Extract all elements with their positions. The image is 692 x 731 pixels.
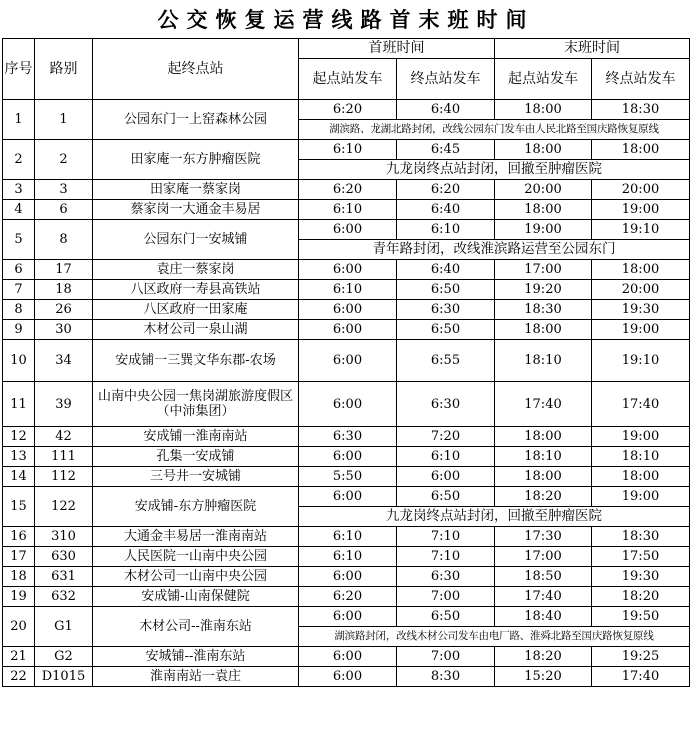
cell-seq: 8 [3,300,35,320]
cell-seq: 17 [3,547,35,567]
cell-time: 6:00 [299,382,397,427]
cell-time: 19:10 [592,220,690,240]
table-row [3,300,690,320]
cell-stations: 田家庵一东方肿瘤医院 [93,140,299,180]
cell-stations: 三号井一安城铺 [93,467,299,487]
cell-time: 19:25 [592,647,690,667]
table-row [3,180,690,200]
cell-note: 青年路封闭，改线淮滨路运营至公园东门 [299,240,690,260]
cell-seq: 11 [3,382,35,427]
header-stations: 起终点站 [93,39,299,100]
cell-time: 6:30 [397,300,495,320]
cell-time: 19:00 [495,220,592,240]
cell-seq: 16 [3,527,35,547]
cell-time: 18:10 [495,340,592,382]
cell-time: 18:50 [495,567,592,587]
table-header [3,39,690,100]
cell-time: 18:30 [592,527,690,547]
cell-time: 6:20 [299,587,397,607]
cell-seq: 21 [3,647,35,667]
cell-time: 6:45 [397,140,495,160]
cell-stations: 淮南南站一袁庄 [93,667,299,687]
cell-time: 18:10 [592,447,690,467]
cell-time: 18:40 [495,607,592,627]
cell-time: 20:00 [592,180,690,200]
header-first-bus: 首班时间 [299,39,495,59]
cell-time: 18:10 [495,447,592,467]
table-row [3,340,690,382]
cell-time: 6:00 [299,220,397,240]
cell-time: 18:20 [495,487,592,507]
cell-time: 6:10 [397,220,495,240]
cell-time: 6:00 [299,647,397,667]
cell-time: 6:50 [397,280,495,300]
cell-stations: 八区政府一田家庵 [93,300,299,320]
header-last-end: 终点站发车 [592,59,690,100]
cell-time: 6:20 [397,180,495,200]
cell-time: 18:00 [592,260,690,280]
table-row [3,447,690,467]
cell-time: 6:10 [299,527,397,547]
cell-route: 42 [35,427,93,447]
table-row [3,280,690,300]
cell-route: 17 [35,260,93,280]
cell-note: 九龙岗终点站封闭，回撤至肿瘤医院 [299,507,690,527]
cell-time: 6:20 [299,180,397,200]
cell-time: 17:30 [495,527,592,547]
cell-route: 18 [35,280,93,300]
cell-time: 18:20 [495,647,592,667]
cell-stations: 大通金丰易居一淮南南站 [93,527,299,547]
cell-seq: 7 [3,280,35,300]
table-row [3,100,690,120]
cell-stations: 木材公司--淮南东站 [93,607,299,647]
cell-time: 17:40 [495,587,592,607]
cell-time: 18:00 [495,467,592,487]
cell-seq: 13 [3,447,35,467]
cell-seq: 9 [3,320,35,340]
cell-time: 18:00 [495,200,592,220]
cell-time: 6:50 [397,607,495,627]
cell-time: 6:00 [299,487,397,507]
table-body [3,100,690,687]
cell-time: 6:20 [299,100,397,120]
cell-time: 19:00 [592,487,690,507]
header-last-bus: 末班时间 [495,39,690,59]
cell-stations: 蔡家岗一大通金丰易居 [93,200,299,220]
table-row [3,647,690,667]
cell-route: 26 [35,300,93,320]
cell-time: 6:10 [299,547,397,567]
cell-seq: 1 [3,100,35,140]
cell-stations: 安成铺一淮南南站 [93,427,299,447]
cell-time: 18:20 [592,587,690,607]
cell-time: 20:00 [495,180,592,200]
header-last-start: 起点站发车 [495,59,592,100]
cell-seq: 5 [3,220,35,260]
table-row [3,320,690,340]
cell-time: 6:00 [299,260,397,280]
cell-time: 6:00 [299,340,397,382]
cell-time: 17:00 [495,260,592,280]
cell-route: 122 [35,487,93,527]
cell-route: G1 [35,607,93,647]
cell-time: 18:00 [495,140,592,160]
header-first-end: 终点站发车 [397,59,495,100]
cell-time: 6:30 [397,382,495,427]
page-title: 公交恢复运营线路首末班时间 [157,7,535,32]
table-row [3,587,690,607]
cell-time: 18:00 [495,427,592,447]
table-row [3,467,690,487]
cell-stations: 木材公司一泉山湖 [93,320,299,340]
cell-route: G2 [35,647,93,667]
cell-time: 15:20 [495,667,592,687]
cell-time: 6:10 [397,447,495,467]
cell-time: 19:10 [592,340,690,382]
cell-time: 6:50 [397,320,495,340]
cell-note: 九龙岗终点站封闭，回撤至肿瘤医院 [299,160,690,180]
cell-time: 6:10 [299,200,397,220]
cell-time: 17:40 [592,382,690,427]
cell-time: 6:50 [397,487,495,507]
cell-time: 19:00 [592,200,690,220]
cell-seq: 2 [3,140,35,180]
cell-time: 6:00 [299,667,397,687]
cell-seq: 22 [3,667,35,687]
header-first-start: 起点站发车 [299,59,397,100]
cell-stations: 公园东门一上窑森林公园 [93,100,299,140]
cell-seq: 4 [3,200,35,220]
cell-stations: 袁庄一蔡家岗 [93,260,299,280]
cell-seq: 20 [3,607,35,647]
cell-time: 7:20 [397,427,495,447]
cell-seq: 14 [3,467,35,487]
table-row [3,607,690,627]
cell-time: 7:00 [397,587,495,607]
cell-time: 6:00 [299,607,397,627]
table-row [3,382,690,427]
cell-time: 19:20 [495,280,592,300]
cell-time: 19:30 [592,567,690,587]
cell-time: 6:00 [397,467,495,487]
cell-stations: 八区政府一寿县高铁站 [93,280,299,300]
cell-route: 6 [35,200,93,220]
cell-time: 6:10 [299,280,397,300]
cell-route: 631 [35,567,93,587]
cell-time: 6:40 [397,260,495,280]
cell-time: 19:00 [592,427,690,447]
table-row [3,527,690,547]
cell-time: 6:00 [299,567,397,587]
cell-route: 112 [35,467,93,487]
cell-time: 7:00 [397,647,495,667]
schedule-table [2,38,690,687]
cell-seq: 10 [3,340,35,382]
cell-time: 20:00 [592,280,690,300]
cell-route: 111 [35,447,93,467]
cell-time: 17:40 [592,667,690,687]
cell-seq: 18 [3,567,35,587]
cell-stations: 孔集一安成铺 [93,447,299,467]
table-row [3,200,690,220]
cell-time: 18:00 [592,467,690,487]
cell-time: 17:50 [592,547,690,567]
cell-stations: 田家庵一蔡家岗 [93,180,299,200]
cell-time: 17:00 [495,547,592,567]
cell-route: 8 [35,220,93,260]
table-row [3,260,690,280]
cell-time: 6:30 [299,427,397,447]
cell-route: 34 [35,340,93,382]
table-row [3,140,690,160]
cell-time: 17:40 [495,382,592,427]
cell-stations: 安成铺-东方肿瘤医院 [93,487,299,527]
cell-time: 18:30 [495,300,592,320]
cell-route: 39 [35,382,93,427]
table-row [3,547,690,567]
cell-seq: 15 [3,487,35,527]
cell-seq: 19 [3,587,35,607]
cell-time: 6:00 [299,300,397,320]
cell-time: 8:30 [397,667,495,687]
cell-route: 310 [35,527,93,547]
cell-time: 6:10 [299,140,397,160]
cell-seq: 12 [3,427,35,447]
cell-time: 6:40 [397,100,495,120]
cell-route: 30 [35,320,93,340]
table-row [3,567,690,587]
cell-time: 19:30 [592,300,690,320]
cell-route: 3 [35,180,93,200]
cell-time: 18:00 [495,320,592,340]
cell-time: 6:55 [397,340,495,382]
header-seq: 序号 [3,39,35,100]
cell-time: 6:00 [299,447,397,467]
cell-time: 6:00 [299,320,397,340]
cell-seq: 6 [3,260,35,280]
cell-route: 632 [35,587,93,607]
cell-time: 19:00 [592,320,690,340]
cell-time: 5:50 [299,467,397,487]
cell-stations: 公园东门一安城铺 [93,220,299,260]
cell-time: 19:50 [592,607,690,627]
cell-time: 6:40 [397,200,495,220]
table-row [3,427,690,447]
table-row [3,667,690,687]
cell-stations: 木材公司一山南中央公园 [93,567,299,587]
cell-stations: 安成铺-山南保健院 [93,587,299,607]
cell-stations: 安成铺一三巽文华东郡-农场 [93,340,299,382]
cell-stations: 安城铺--淮南东站 [93,647,299,667]
header-route: 路别 [35,39,93,100]
cell-seq: 3 [3,180,35,200]
cell-note: 湖滨路、龙湖北路封闭，改线公园东门发车由人民北路至国庆路恢复原线 [299,120,690,140]
table-row [3,487,690,507]
cell-time: 18:30 [592,100,690,120]
cell-stations: 山南中央公园一焦岗湖旅游度假区（中沛集团） [93,382,299,427]
cell-time: 7:10 [397,527,495,547]
cell-route: D1015 [35,667,93,687]
cell-time: 6:30 [397,567,495,587]
cell-stations: 人民医院一山南中央公园 [93,547,299,567]
cell-time: 18:00 [495,100,592,120]
table-row [3,220,690,240]
cell-note: 湖滨路封闭，改线木材公司发车由电厂路、淮舜北路至国庆路恢复原线 [299,627,690,647]
cell-route: 1 [35,100,93,140]
cell-route: 630 [35,547,93,567]
cell-time: 7:10 [397,547,495,567]
cell-time: 18:00 [592,140,690,160]
cell-route: 2 [35,140,93,180]
